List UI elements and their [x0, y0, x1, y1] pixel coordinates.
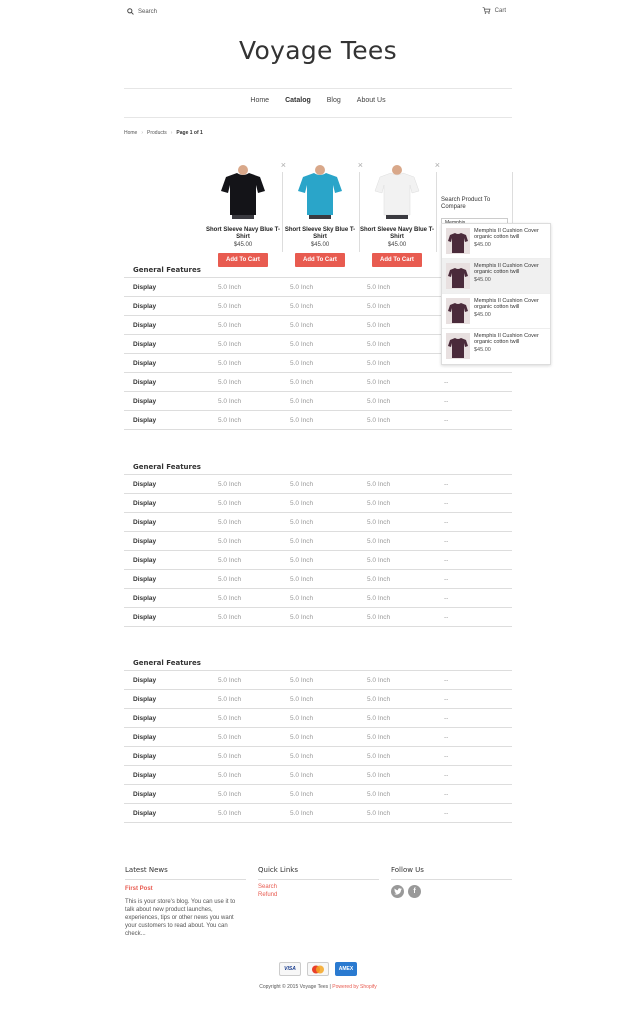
- tshirt-image: [295, 165, 345, 219]
- feature-value: 5.0 Inch: [218, 715, 242, 722]
- feature-value: --: [444, 810, 449, 817]
- add-to-cart-button[interactable]: Add To Cart: [295, 253, 345, 267]
- feature-label: Display: [133, 696, 157, 703]
- nav-home[interactable]: Home: [250, 97, 270, 104]
- feature-value: 5.0 Inch: [218, 519, 242, 526]
- product-thumbnail: [446, 333, 470, 359]
- add-to-cart-button[interactable]: Add To Cart: [218, 253, 268, 267]
- feature-value: --: [444, 772, 449, 779]
- feature-label: Display: [133, 614, 157, 621]
- cart-link[interactable]: [482, 7, 506, 14]
- product-name[interactable]: Short Sleeve Navy Blue T-Shirt: [205, 227, 281, 240]
- feature-value: 5.0 Inch: [367, 360, 391, 367]
- footer-quick-links: [258, 866, 379, 898]
- feature-value: 5.0 Inch: [290, 341, 314, 348]
- search-link[interactable]: [127, 8, 157, 15]
- feature-value: 5.0 Inch: [218, 303, 242, 310]
- feature-value: 5.0 Inch: [290, 481, 314, 488]
- feature-value: 5.0 Inch: [290, 696, 314, 703]
- main-nav: [0, 97, 636, 104]
- section-heading: General Features: [124, 657, 512, 671]
- mastercard-icon: [307, 962, 329, 976]
- feature-value: 5.0 Inch: [367, 715, 391, 722]
- result-name: Memphis II Cushion Cover organic cotton twill: [474, 228, 539, 240]
- feature-value: 5.0 Inch: [290, 284, 314, 291]
- result-name: Memphis II Cushion Cover organic cotton twill: [474, 298, 539, 310]
- feature-value: 5.0 Inch: [290, 519, 314, 526]
- search-result-item[interactable]: [442, 329, 550, 364]
- feature-value: 5.0 Inch: [218, 595, 242, 602]
- feature-value: 5.0 Inch: [290, 322, 314, 329]
- feature-label: Display: [133, 791, 157, 798]
- feature-value: 5.0 Inch: [218, 557, 242, 564]
- feature-value: --: [444, 481, 449, 488]
- feature-value: 5.0 Inch: [367, 398, 391, 405]
- feature-label: Display: [133, 772, 157, 779]
- features-section-2: [124, 461, 512, 627]
- feature-value: 5.0 Inch: [290, 557, 314, 564]
- feature-label: Display: [133, 677, 157, 684]
- feature-value: --: [444, 595, 449, 602]
- feature-value: 5.0 Inch: [367, 417, 391, 424]
- product-thumbnail: [446, 298, 470, 324]
- feature-value: 5.0 Inch: [367, 322, 391, 329]
- copyright: [0, 984, 636, 990]
- search-result-item[interactable]: [442, 224, 550, 259]
- feature-label: Display: [133, 715, 157, 722]
- product-thumbnail: [446, 263, 470, 289]
- feature-value: 5.0 Inch: [367, 614, 391, 621]
- feature-value: 5.0 Inch: [218, 341, 242, 348]
- feature-label: Display: [133, 595, 157, 602]
- result-name: Memphis II Cushion Cover organic cotton twill: [474, 333, 539, 345]
- feature-row: [124, 766, 512, 785]
- feature-value: 5.0 Inch: [367, 284, 391, 291]
- feature-value: 5.0 Inch: [218, 417, 242, 424]
- feature-value: 5.0 Inch: [367, 341, 391, 348]
- feature-value: 5.0 Inch: [367, 791, 391, 798]
- feature-row: [124, 785, 512, 804]
- feature-label: Display: [133, 576, 157, 583]
- feature-label: Display: [133, 557, 157, 564]
- blog-post-title[interactable]: First Post: [125, 886, 153, 892]
- feature-label: Display: [133, 417, 157, 424]
- powered-by-link[interactable]: Powered by Shopify: [332, 984, 377, 990]
- compare-product-3: [358, 160, 440, 267]
- feature-value: 5.0 Inch: [367, 734, 391, 741]
- feature-value: 5.0 Inch: [218, 791, 242, 798]
- search-result-item[interactable]: [442, 259, 550, 294]
- feature-value: --: [444, 417, 449, 424]
- feature-value: 5.0 Inch: [290, 772, 314, 779]
- feature-value: 5.0 Inch: [367, 379, 391, 386]
- amex-icon: AMEX: [335, 962, 357, 976]
- features-section-3: [124, 657, 512, 823]
- feature-value: --: [444, 500, 449, 507]
- feature-value: --: [444, 677, 449, 684]
- compare-product-1: [204, 160, 286, 267]
- feature-value: 5.0 Inch: [367, 753, 391, 760]
- feature-value: 5.0 Inch: [290, 398, 314, 405]
- feature-value: --: [444, 791, 449, 798]
- feature-value: 5.0 Inch: [290, 303, 314, 310]
- compare-search-label: Search Product To Compare: [441, 197, 491, 210]
- feature-row: [124, 804, 512, 823]
- compare-search-dropdown: [441, 223, 551, 365]
- section-heading: General Features: [124, 264, 512, 278]
- nav-blog[interactable]: Blog: [326, 97, 341, 104]
- feature-value: 5.0 Inch: [290, 614, 314, 621]
- feature-value: 5.0 Inch: [367, 519, 391, 526]
- feature-value: 5.0 Inch: [218, 772, 242, 779]
- nav-catalog[interactable]: Catalog: [285, 97, 311, 104]
- feature-value: 5.0 Inch: [290, 538, 314, 545]
- feature-value: --: [444, 614, 449, 621]
- add-to-cart-button[interactable]: Add To Cart: [372, 253, 422, 267]
- nav-divider: [124, 117, 512, 118]
- feature-value: 5.0 Inch: [290, 576, 314, 583]
- product-name[interactable]: Short Sleeve Sky Blue T-Shirt: [284, 227, 356, 240]
- feature-row: [124, 747, 512, 766]
- feature-row: [124, 392, 512, 411]
- compare-product-2: [281, 160, 363, 267]
- feature-value: 5.0 Inch: [290, 715, 314, 722]
- product-price: $45.00: [233, 242, 253, 248]
- feature-value: 5.0 Inch: [218, 538, 242, 545]
- feature-row: [124, 532, 512, 551]
- feature-value: 5.0 Inch: [367, 481, 391, 488]
- site-title[interactable]: Voyage Tees: [239, 36, 397, 65]
- feature-value: 5.0 Inch: [290, 734, 314, 741]
- remove-product-button[interactable]: ×: [280, 160, 286, 170]
- twitter-icon[interactable]: [391, 885, 404, 898]
- feature-value: --: [444, 538, 449, 545]
- feature-row: [124, 671, 512, 690]
- breadcrumb-products[interactable]: Products: [147, 130, 167, 136]
- feature-label: Display: [133, 360, 157, 367]
- breadcrumb-separator: ›: [141, 130, 144, 136]
- nav-about-us[interactable]: About Us: [356, 97, 386, 104]
- feature-value: 5.0 Inch: [290, 810, 314, 817]
- payment-methods: [0, 962, 636, 976]
- feature-row: [124, 709, 512, 728]
- feature-row: [124, 475, 512, 494]
- product-price: $45.00: [387, 242, 407, 248]
- feature-value: 5.0 Inch: [290, 379, 314, 386]
- feature-value: --: [444, 576, 449, 583]
- tshirt-image: [372, 165, 422, 219]
- feature-value: 5.0 Inch: [218, 360, 242, 367]
- feature-value: 5.0 Inch: [218, 614, 242, 621]
- feature-value: 5.0 Inch: [218, 576, 242, 583]
- feature-value: --: [444, 379, 449, 386]
- visa-icon: VISA: [279, 962, 301, 976]
- feature-value: 5.0 Inch: [218, 322, 242, 329]
- search-label: Search: [138, 8, 158, 15]
- feature-value: --: [444, 734, 449, 741]
- search-icon: [127, 8, 134, 15]
- feature-value: 5.0 Inch: [290, 417, 314, 424]
- feature-value: 5.0 Inch: [367, 538, 391, 545]
- feature-value: 5.0 Inch: [290, 753, 314, 760]
- feature-value: 5.0 Inch: [367, 772, 391, 779]
- feature-row: [124, 411, 512, 430]
- feature-row: [124, 494, 512, 513]
- breadcrumb-current: Page 1 of 1: [176, 130, 203, 136]
- feature-label: Display: [133, 810, 157, 817]
- feature-value: 5.0 Inch: [367, 500, 391, 507]
- feature-value: 5.0 Inch: [290, 595, 314, 602]
- section-heading: General Features: [124, 461, 512, 475]
- feature-value: 5.0 Inch: [218, 398, 242, 405]
- top-bar: [124, 0, 512, 26]
- feature-label: Display: [133, 284, 157, 291]
- feature-row: [124, 513, 512, 532]
- feature-value: 5.0 Inch: [367, 557, 391, 564]
- footer-heading: Quick Links: [258, 866, 379, 880]
- feature-value: 5.0 Inch: [218, 481, 242, 488]
- tshirt-image: [218, 165, 268, 219]
- feature-value: --: [444, 398, 449, 405]
- feature-value: 5.0 Inch: [218, 379, 242, 386]
- product-price: $45.00: [310, 242, 330, 248]
- column-divider: [436, 172, 437, 252]
- footer-follow-us: [391, 866, 512, 898]
- feature-value: 5.0 Inch: [218, 500, 242, 507]
- remove-product-button[interactable]: ×: [434, 160, 440, 170]
- feature-row: [124, 589, 512, 608]
- feature-row: [124, 608, 512, 627]
- cart-icon: [482, 7, 491, 14]
- feature-value: 5.0 Inch: [218, 677, 242, 684]
- cart-label: Cart: [494, 7, 506, 14]
- breadcrumb-home[interactable]: Home: [124, 130, 138, 136]
- footer-latest-news: [125, 866, 246, 938]
- feature-label: Display: [133, 303, 157, 310]
- breadcrumb-separator: ›: [170, 130, 173, 136]
- facebook-icon[interactable]: f: [408, 885, 421, 898]
- feature-label: Display: [133, 519, 157, 526]
- feature-value: 5.0 Inch: [290, 677, 314, 684]
- result-price: $45.00: [474, 277, 491, 283]
- blog-post-excerpt: This is your store's blog. You can use it to talk about new product launches, experiences, tips or other news you want your customers to read about. You can check...: [125, 899, 236, 937]
- feature-value: 5.0 Inch: [290, 360, 314, 367]
- feature-value: --: [444, 519, 449, 526]
- feature-value: 5.0 Inch: [218, 753, 242, 760]
- feature-value: 5.0 Inch: [367, 810, 391, 817]
- result-price: $45.00: [474, 347, 491, 353]
- feature-row: [124, 690, 512, 709]
- copyright-text: Copyright © 2015 Voyage Tees |: [259, 984, 331, 990]
- feature-value: 5.0 Inch: [218, 810, 242, 817]
- product-thumbnail: [446, 228, 470, 254]
- feature-label: Display: [133, 481, 157, 488]
- result-name: Memphis II Cushion Cover organic cotton twill: [474, 263, 539, 275]
- product-name[interactable]: Short Sleeve Navy Blue T-Shirt: [359, 227, 435, 240]
- feature-value: 5.0 Inch: [367, 696, 391, 703]
- feature-label: Display: [133, 398, 157, 405]
- social-icons: [391, 885, 512, 898]
- result-price: $45.00: [474, 242, 491, 248]
- feature-value: 5.0 Inch: [290, 500, 314, 507]
- feature-value: 5.0 Inch: [367, 595, 391, 602]
- feature-value: 5.0 Inch: [367, 303, 391, 310]
- quick-link-search[interactable]: Search: [258, 884, 278, 890]
- feature-label: Display: [133, 322, 157, 329]
- feature-row: [124, 570, 512, 589]
- search-result-item[interactable]: [442, 294, 550, 329]
- footer-heading: Follow Us: [391, 866, 512, 880]
- feature-value: 5.0 Inch: [290, 791, 314, 798]
- remove-product-button[interactable]: ×: [357, 160, 363, 170]
- footer-heading: Latest News: [125, 866, 246, 880]
- feature-label: Display: [133, 734, 157, 741]
- result-price: $45.00: [474, 312, 491, 318]
- feature-row: [124, 551, 512, 570]
- feature-row: [124, 728, 512, 747]
- feature-value: 5.0 Inch: [367, 576, 391, 583]
- feature-row: [124, 373, 512, 392]
- feature-value: --: [444, 696, 449, 703]
- header-divider: [124, 88, 512, 89]
- feature-value: --: [444, 557, 449, 564]
- feature-label: Display: [133, 753, 157, 760]
- feature-value: 5.0 Inch: [218, 696, 242, 703]
- feature-label: Display: [133, 341, 157, 348]
- feature-label: Display: [133, 538, 157, 545]
- quick-link-refund[interactable]: Refund: [258, 892, 278, 898]
- feature-label: Display: [133, 379, 157, 386]
- feature-value: --: [444, 715, 449, 722]
- feature-value: 5.0 Inch: [367, 677, 391, 684]
- feature-value: --: [444, 753, 449, 760]
- feature-label: Display: [133, 500, 157, 507]
- breadcrumb: [124, 130, 203, 136]
- feature-value: 5.0 Inch: [218, 284, 242, 291]
- feature-value: 5.0 Inch: [218, 734, 242, 741]
